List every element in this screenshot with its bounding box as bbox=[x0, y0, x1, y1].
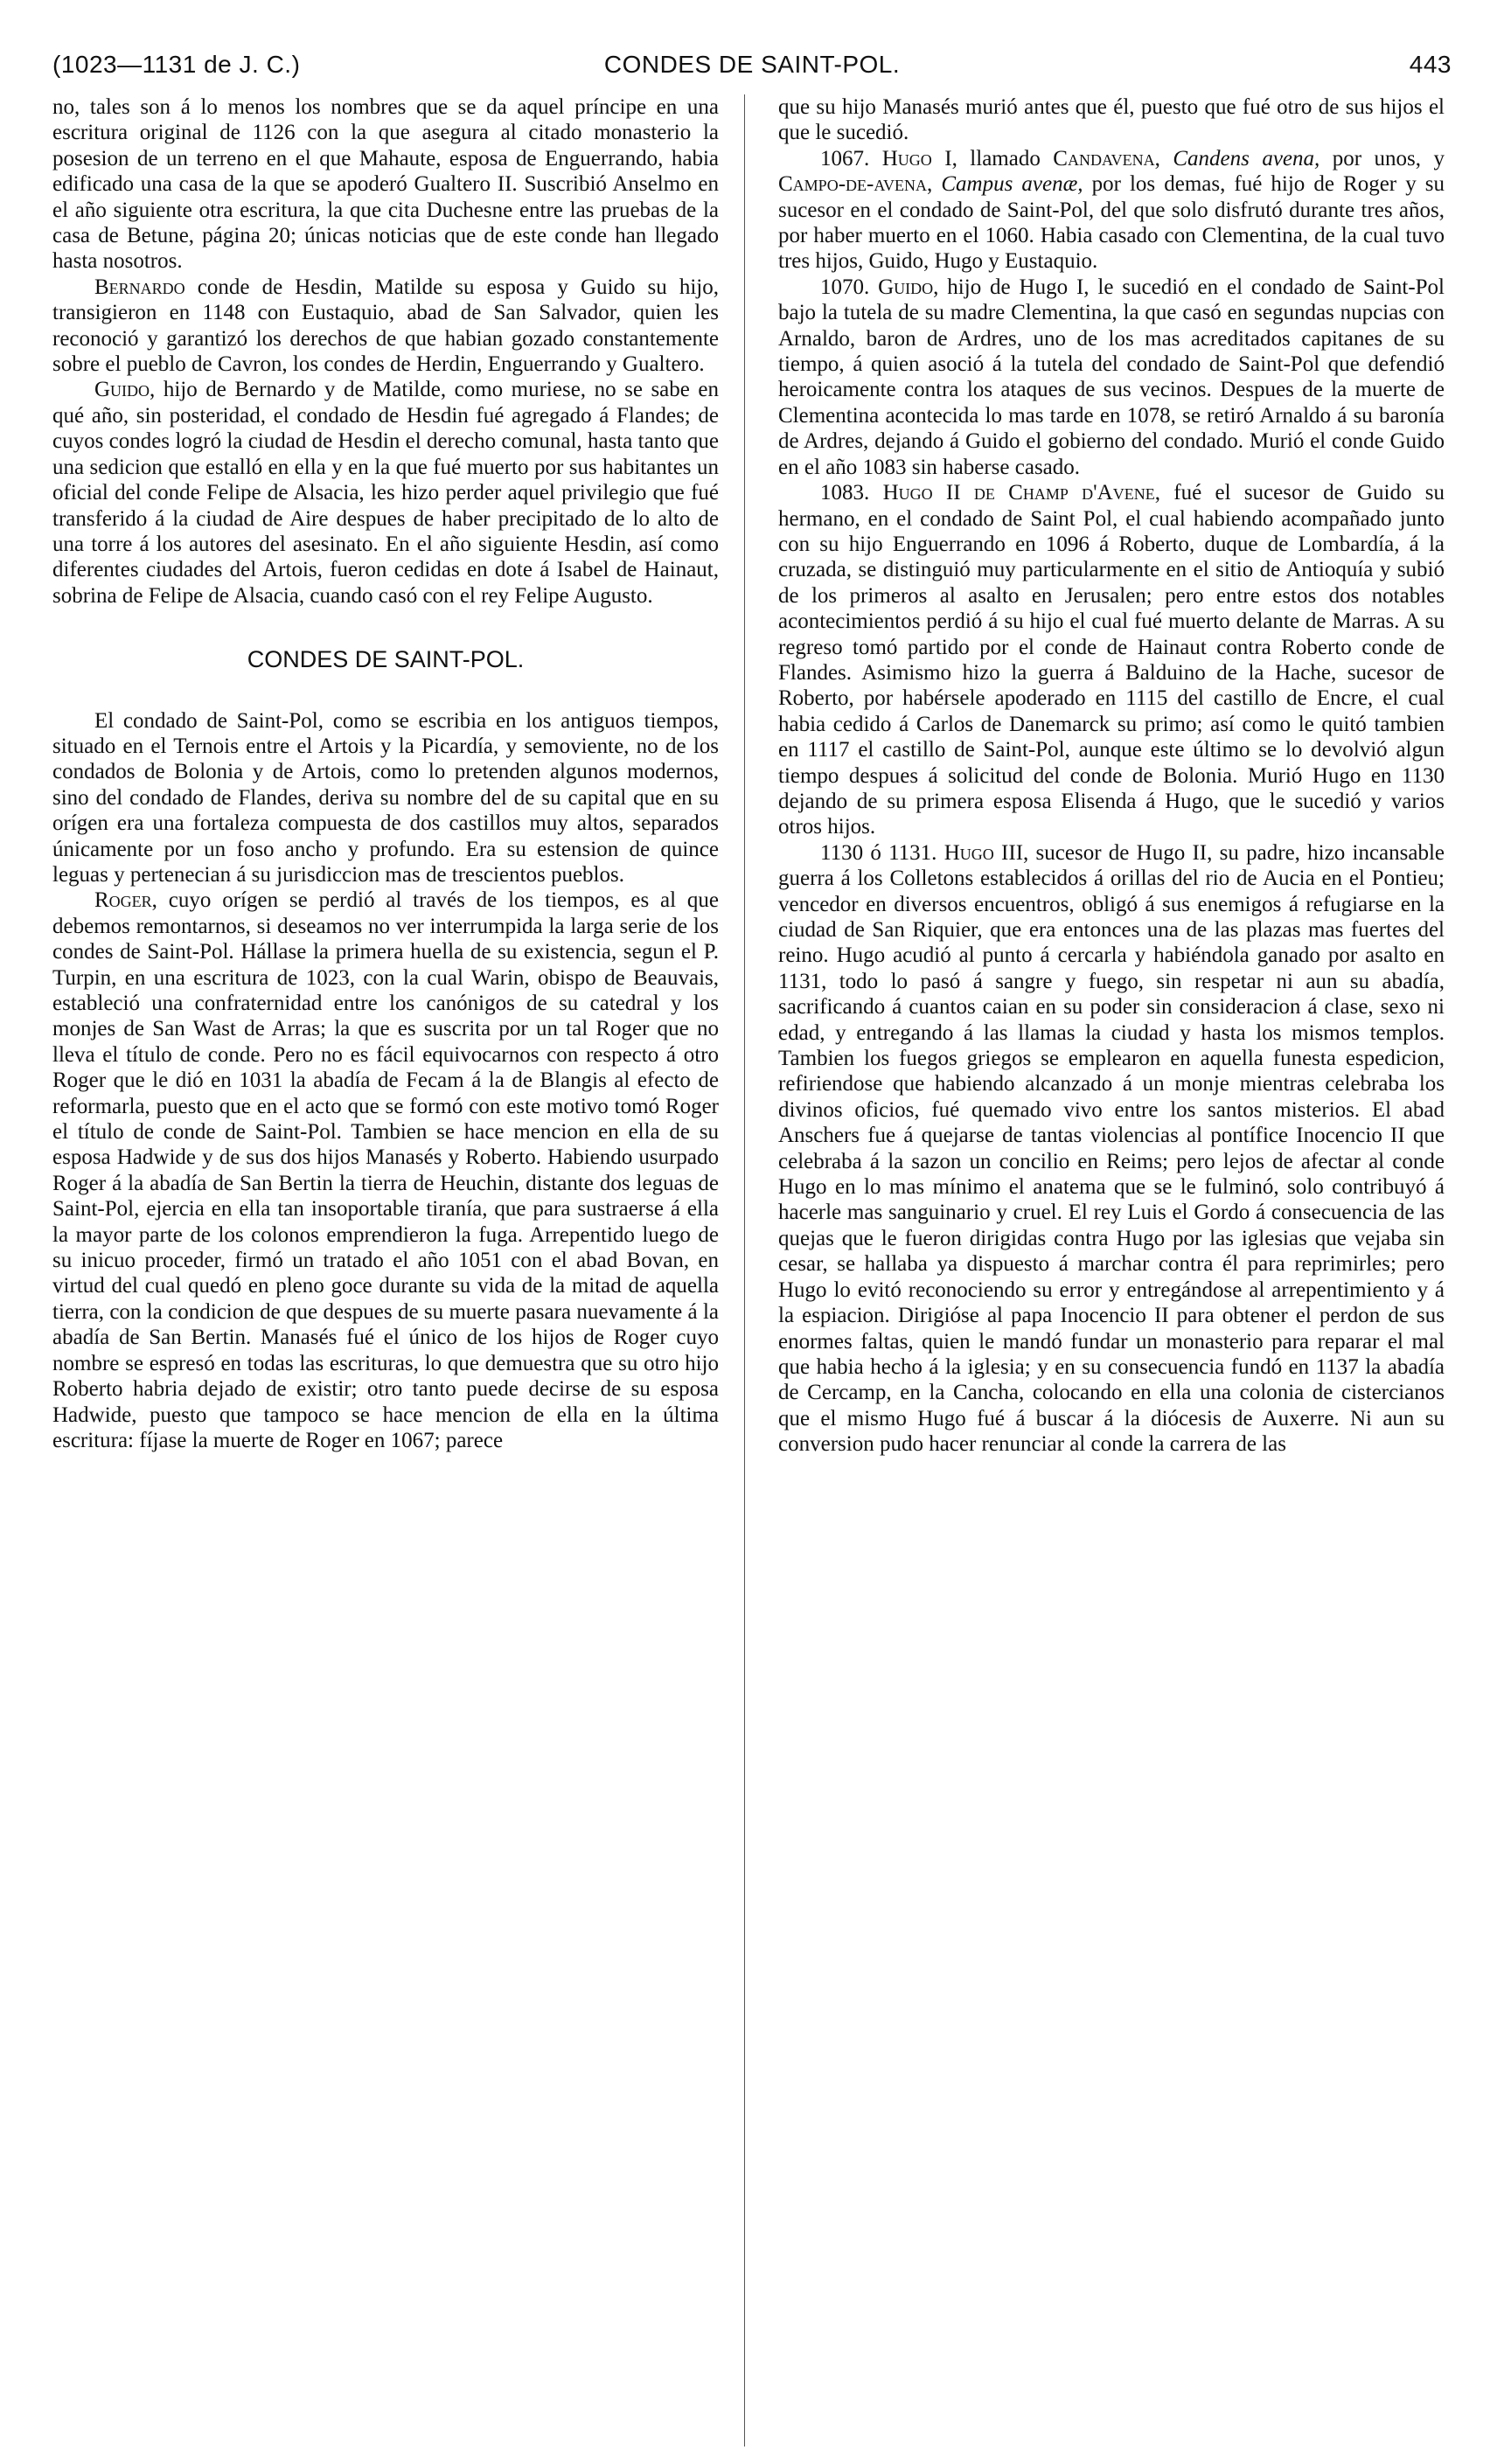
entry-year: 1067. bbox=[820, 146, 870, 171]
entry-name: Bernardo bbox=[94, 275, 185, 299]
entry-text: cuyo orígen se perdió al través de los tiempos, es al que debemos remontarnos, si deseamos no ver interrumpida la larga serie de los condes de Saint-Pol. Hállase la primera huella de su existencia, segun el P. Turpin, en una escritura de 1023, con la cual Warin, obispo de Beauvais, estableció una confraternidad entre los canónigos de su catedral y los monjes de San Wast de Arras; la que es suscrita por un tal Roger que no lleva el título de conde. Pero no es fácil equivocarnos con respecto á otro Roger que le dió en 1031 la abadía de Fecam á la de Blangis al efecto de reformarla, puesto que en el acto que se formó con este motivo tomó Roger el título de conde de Saint-Pol. Tambien se hace mencion en ella de su esposa Hadwide y de sus dos hijos Manasés y Roberto. Habiendo usurpado Roger á la abadía de San Bertin la tierra de Heuchin, distante dos leguas de Saint-Pol, ejercia en ella tan insoportable tiranía, que para sustraerse á ella la mayor parte de los colonos emprendieron la fuga. Arrepentido luego de su inicuo proceder, firmó un tratado el año 1051 con el abad Bovan, en virtud del cual quedó en pleno goce durante su vida de la mitad de aquella tierra, con la condicion de que despues de su muerte pasara nuevamente á la abadía de San Bertin. Manasés fué el único de los hijos de Roger cuyo nombre se espresó en todas las escrituras, lo que demuestra que su otro hijo Roberto habria dejado de existir; otro tanto puede decirse de su esposa Hadwide, puesto que tampoco se hace mencion de ella en la última escritura: fíjase la muerte de Roger en 1067; parece bbox=[52, 888, 719, 1452]
entry-name: Guido, bbox=[878, 275, 939, 299]
entry-text: por unos, y bbox=[1332, 146, 1445, 171]
left-column bbox=[52, 94, 719, 2447]
entry-name: Hugo I, bbox=[881, 146, 957, 171]
column-divider bbox=[744, 94, 745, 2447]
entry-text: conde de Hesdin, Matilde su esposa y Guido su hijo, transigieron en 1148 con Eustaquio, abad de San Salvador, quien les reconoció y garantizó los derechos de que habian gozado constantemente sobre el pueblo de Cavron, los condes de Herdin, Enguerrando y Gualtero. bbox=[52, 275, 719, 377]
entry-name: Roger, bbox=[94, 888, 157, 913]
entry-text: fué el sucesor de Guido su hermano, en el condado de Saint Pol, el cual habiendo acompañado junto con su hijo Enguerrando en 1096 á Roberto, duque de Lombardía, á la cruzada, se distinguió muy particularmente en el sitio de Antioquía y subió de los primeros al asalto en Jerusalen; pero entre estos dos notables acontecimientos perdió á su hijo el cual fué muerto delante de Marras. A su regreso tomó partido por el conde de Hainaut contra Roberto conde de Flandes. Asimismo hizo la guerra á Balduino de la Hache, sucesor de Roberto, por habérsele apoderado en 1115 del castillo de Encre, el cual habia cedido á Carlos de Danemarck su primo; así como le quitó tambien en 1117 el castillo de Saint-Pol, aunque este último se lo devolvió algun tiempo despues á solicitud del conde de Bolonia. Murió Hugo en 1130 dejando de su primera esposa Elisenda á Hugo, que le sucedió y varios otros hijos. bbox=[778, 481, 1445, 839]
section-title: CONDES DE SAINT-POL. bbox=[247, 646, 525, 673]
paragraph-guido-hesdin bbox=[52, 377, 719, 609]
entry-year: 1083. bbox=[820, 481, 870, 505]
entry-text: por los demas, fué hijo de Roger y su sucesor en el condado de Saint-Pol, del que solo disfrutó durante tres años, por haber muerto en el 1060. Habia casado con Clementina, de la cual tuvo tres hijos, Guido, Hugo y Eustaquio. bbox=[778, 172, 1445, 274]
paragraph-bernardo bbox=[52, 275, 719, 378]
paragraph-hugo-iii bbox=[778, 840, 1445, 1458]
paragraph-anselmo: no, tales son á lo menos los nombres que se da aquel príncipe en una escritura original de 1126 con la que asegura al citado monasterio la posesion de un terreno en el que Mahaute, esposa de Enguerrando, habia edificado una casa de la que se apoderó Gualtero II. Suscribió Anselmo en el año siguiente otra escritura, la que cita Duchesne entre las pruebas de la casa de Betune, página 20; únicas noticias que de este conde han llegado hasta nosotros. bbox=[52, 95, 719, 274]
entry-alias: Campo-de-avena, bbox=[778, 172, 933, 197]
entry-text: hijo de Hugo I, le sucedió en el condado de Saint-Pol bajo la tutela de su madre Clementina, la que casó en segundas nupcias con Arnaldo, baron de Ardres, uno de los mas acreditados capitanes de su tiempo, á quien asoció á la tutela del condado de Saint-Pol que defendió heroicamente contra los ataques de sus vecinos. Despues de la muerte de Clementina acontecida lo mas tarde en 1078, se retiró Arnaldo á su baronía de Ardres, dejando á Guido el gobierno del condado. Murió el conde Guido en el año 1083 sin haberse casado. bbox=[778, 275, 1445, 479]
running-header bbox=[52, 51, 1452, 86]
entry-text: sucesor de Hugo II, su padre, hizo incansable guerra á los Colletons establecidos á orillas del rio de Aucia en el Pontieu; vencedor en diversos encuentros, obligó á sus enemigos á refugiarse en la ciudad de San Riquier, que era entonces una de las plazas mas fuertes del reino. Hugo acudió al punto á cercarla y habiéndola ganado por asalto en 1131, todo lo pasó á sangre y fuego, sin respetar ni aun su abadía, sacrificando á cuantos caian en su poder sin consideracion á clase, sexo ni edad, y entregando á las llamas la ciudad y hasta los mismos templos. Tambien los fuegos griegos se emplearon en aquella funesta espedicion, refiriendose que habiendo alcanzado á un monje mientras celebraba los divinos oficios, fué quemado vivo entre los santos misterios. El abad Anschers fue á quejarse de tantas violencias al pontífice Inocencio II que celebraba á la sazon un concilio en Reims; pero lejos de afectar al conde Hugo en lo mas mínimo el anatema que se le fulminó, solo contribuyó á hacerle mas sanguinario y cruel. El rey Luis el Gordo á consecuencia de las quejas que le fueron dirigidas contra Hugo por las iglesias que vejaba sin cesar, se hallaba ya dispuesto á marchar contra él para reprimirles; pero Hugo lo evitó reconociendo su error y entregándose al arrepentimiento y á la espiacion. Dirigióse al papa Inocencio II para obtener el perdon de sus enormes faltas, quien le mandó fundar un monasterio para reparar el mal que habia hecho á la iglesia; y en su consecuencia fundó en 1137 la abadía de Cercamp, en la Cancha, colocando en ella una colonia de cistercianos que el mismo Hugo fué á buscar á la diócesis de Auxerre. Ni aun su conversion pudo hacer renunciar al conde la carrera de las bbox=[778, 840, 1445, 1457]
header-date-range: (1023—1131 de J. C.) bbox=[52, 51, 301, 78]
page-number: 443 bbox=[1409, 51, 1452, 78]
entry-latin: Campus avenæ, bbox=[941, 172, 1083, 197]
paragraph-continuation: que su hijo Manasés murió antes que él, puesto que fué otro de sus hijos el que le sucedió. bbox=[778, 95, 1445, 145]
entry-name: Hugo II de Champ d'Avene, bbox=[882, 481, 1160, 505]
entry-name: Guido, bbox=[94, 378, 156, 402]
paragraph-condado-intro: El condado de Saint-Pol, como se escribia en los antiguos tiempos, situado en el Ternois entre el Artois y la Picardía, y semoviente, no de los condados de Bolonia y de Artois, como lo pretenden algunos modernos, sino del condado de Flandes, deriva su nombre del de su capital que en su orígen era una fortaleza compuesta de dos castillos muy altos, separados únicamente por un foso ancho y profundo. Era su estension de quince leguas y pertenecian á su jurisdiccion mas de trescientos pueblos. bbox=[52, 708, 719, 887]
paragraph-roger bbox=[52, 887, 719, 1453]
entry-year: 1070. bbox=[820, 275, 870, 299]
entry-name: Hugo III, bbox=[943, 840, 1029, 865]
entry-year: 1130 ó 1131. bbox=[820, 840, 937, 865]
right-column bbox=[778, 94, 1445, 2447]
paragraph-guido bbox=[778, 275, 1445, 480]
paragraph-hugo-i bbox=[778, 146, 1445, 275]
entry-text: llamado bbox=[970, 146, 1041, 171]
header-title: CONDES DE SAINT-POL. bbox=[603, 51, 901, 78]
entry-alias: Candavena, bbox=[1053, 146, 1160, 171]
entry-latin: Candens avena, bbox=[1173, 146, 1320, 171]
paragraph-hugo-ii bbox=[778, 480, 1445, 840]
entry-text: hijo de Bernardo y de Matilde, como muriese, no se sabe en qué año, sin posteridad, el condado de Hesdin fué agregado á Flandes; de cuyos condes logró la ciudad de Hesdin el derecho comunal, hasta tanto que una sedicion que estalló en ella y en la que fué muerto por sus habitantes un oficial del conde Felipe de Alsacia, les hizo perder aquel privilegio que fué transferido á la ciudad de Aire despues de haber precipitado de lo alto de una torre á los autores del asesinato. En el año siguiente Hesdin, así como diferentes ciudades del Artois, fueron cedidas en dote á Isabel de Hainaut, sobrina de Felipe de Alsacia, cuando casó con el rey Felipe Augusto. bbox=[52, 378, 719, 608]
